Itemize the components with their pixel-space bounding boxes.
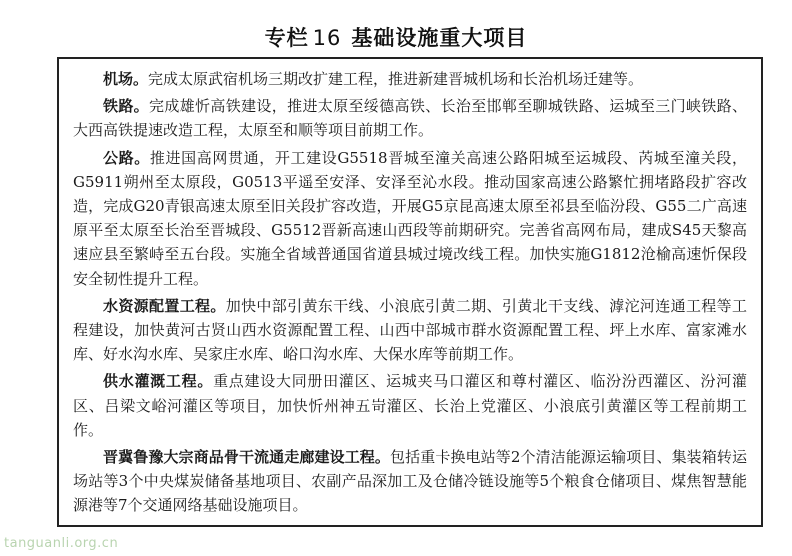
column-number: 16	[312, 26, 342, 50]
section-airport	[73, 67, 747, 91]
section-highway	[73, 146, 747, 291]
section-heading: 晋冀鲁豫大宗商品骨干流通走廊建设工程。	[103, 448, 391, 467]
section-railway	[73, 94, 747, 142]
column-heading: 基础设施重大项目	[351, 26, 528, 50]
section-heading: 公路。	[103, 148, 150, 167]
section-text: 完成太原武宿机场三期改扩建工程，推进新建晋城机场和长治机场迁建等。	[148, 70, 644, 88]
section-heading: 水资源配置工程。	[103, 296, 226, 315]
site-watermark: tanguanli.org.cn	[4, 536, 119, 551]
section-text: 包括重卡换电站等2个清洁能源运输项目、集装箱转运场站等3个中央煤炭储备基地项目、农副产品深加工及仓储冷链设施等5个粮食仓储项目、煤焦智慧能源港等7个交通网络基础设施项目。	[73, 448, 747, 515]
section-text: 重点建设大同册田灌区、运城夹马口灌区和尊村灌区、临汾汾西灌区、汾河灌区、吕梁文峪河灌区等项目，加快忻州神五岢灌区、长治上党灌区、小浪底引黄灌区等工程前期工作。	[73, 372, 747, 439]
section-heading: 机场。	[103, 70, 149, 88]
projects-box	[57, 57, 763, 527]
section-heading: 供水灌溉工程。	[103, 372, 214, 391]
section-logistics-corridor	[73, 445, 747, 518]
section-heading: 铁路。	[103, 97, 150, 116]
section-text: 推进国高网贯通，开工建设G5518晋城至潼关高速公路阳城至运城段、芮城至潼关段，G5911朔州至太原段，G0513平遥至安泽、安泽至沁水段。推动国家高速公路繁忙拥堵路段扩容改造，完成G20青银高速太原至旧关段扩容改造，开展G5京昆高速太原至祁县至临汾段、G55二广高速原平至太原至长治至晋城段、G5512晋新高速山西段等前期研究。完善省高网布局，建成S45天黎高速应县至繁峙至五台段。实施全省域普通国省道县城过境改线工程。加快实施G1812沧榆高速忻保段安全韧性提升工程。	[73, 148, 747, 288]
section-water-resources	[73, 294, 747, 367]
section-text: 加快中部引黄东干线、小浪底引黄二期、引黄北干支线、滹沱河连通工程等工程建设，加快黄河古贤山西水资源配置工程、山西中部城市群水资源配置工程、坪上水库、富家滩水库、好水沟水库、吴家庄水库、峪口沟水库、大保水库等前期工作。	[73, 296, 747, 364]
column-label: 专栏	[264, 26, 309, 50]
section-irrigation	[73, 369, 747, 442]
column-title	[0, 22, 792, 52]
section-text: 完成雄忻高铁建设，推进太原至绥德高铁、长治至邯郸至聊城铁路、运城至三门峡铁路、大西高铁提速改造工程，太原至和顺等项目前期工作。	[73, 97, 747, 140]
